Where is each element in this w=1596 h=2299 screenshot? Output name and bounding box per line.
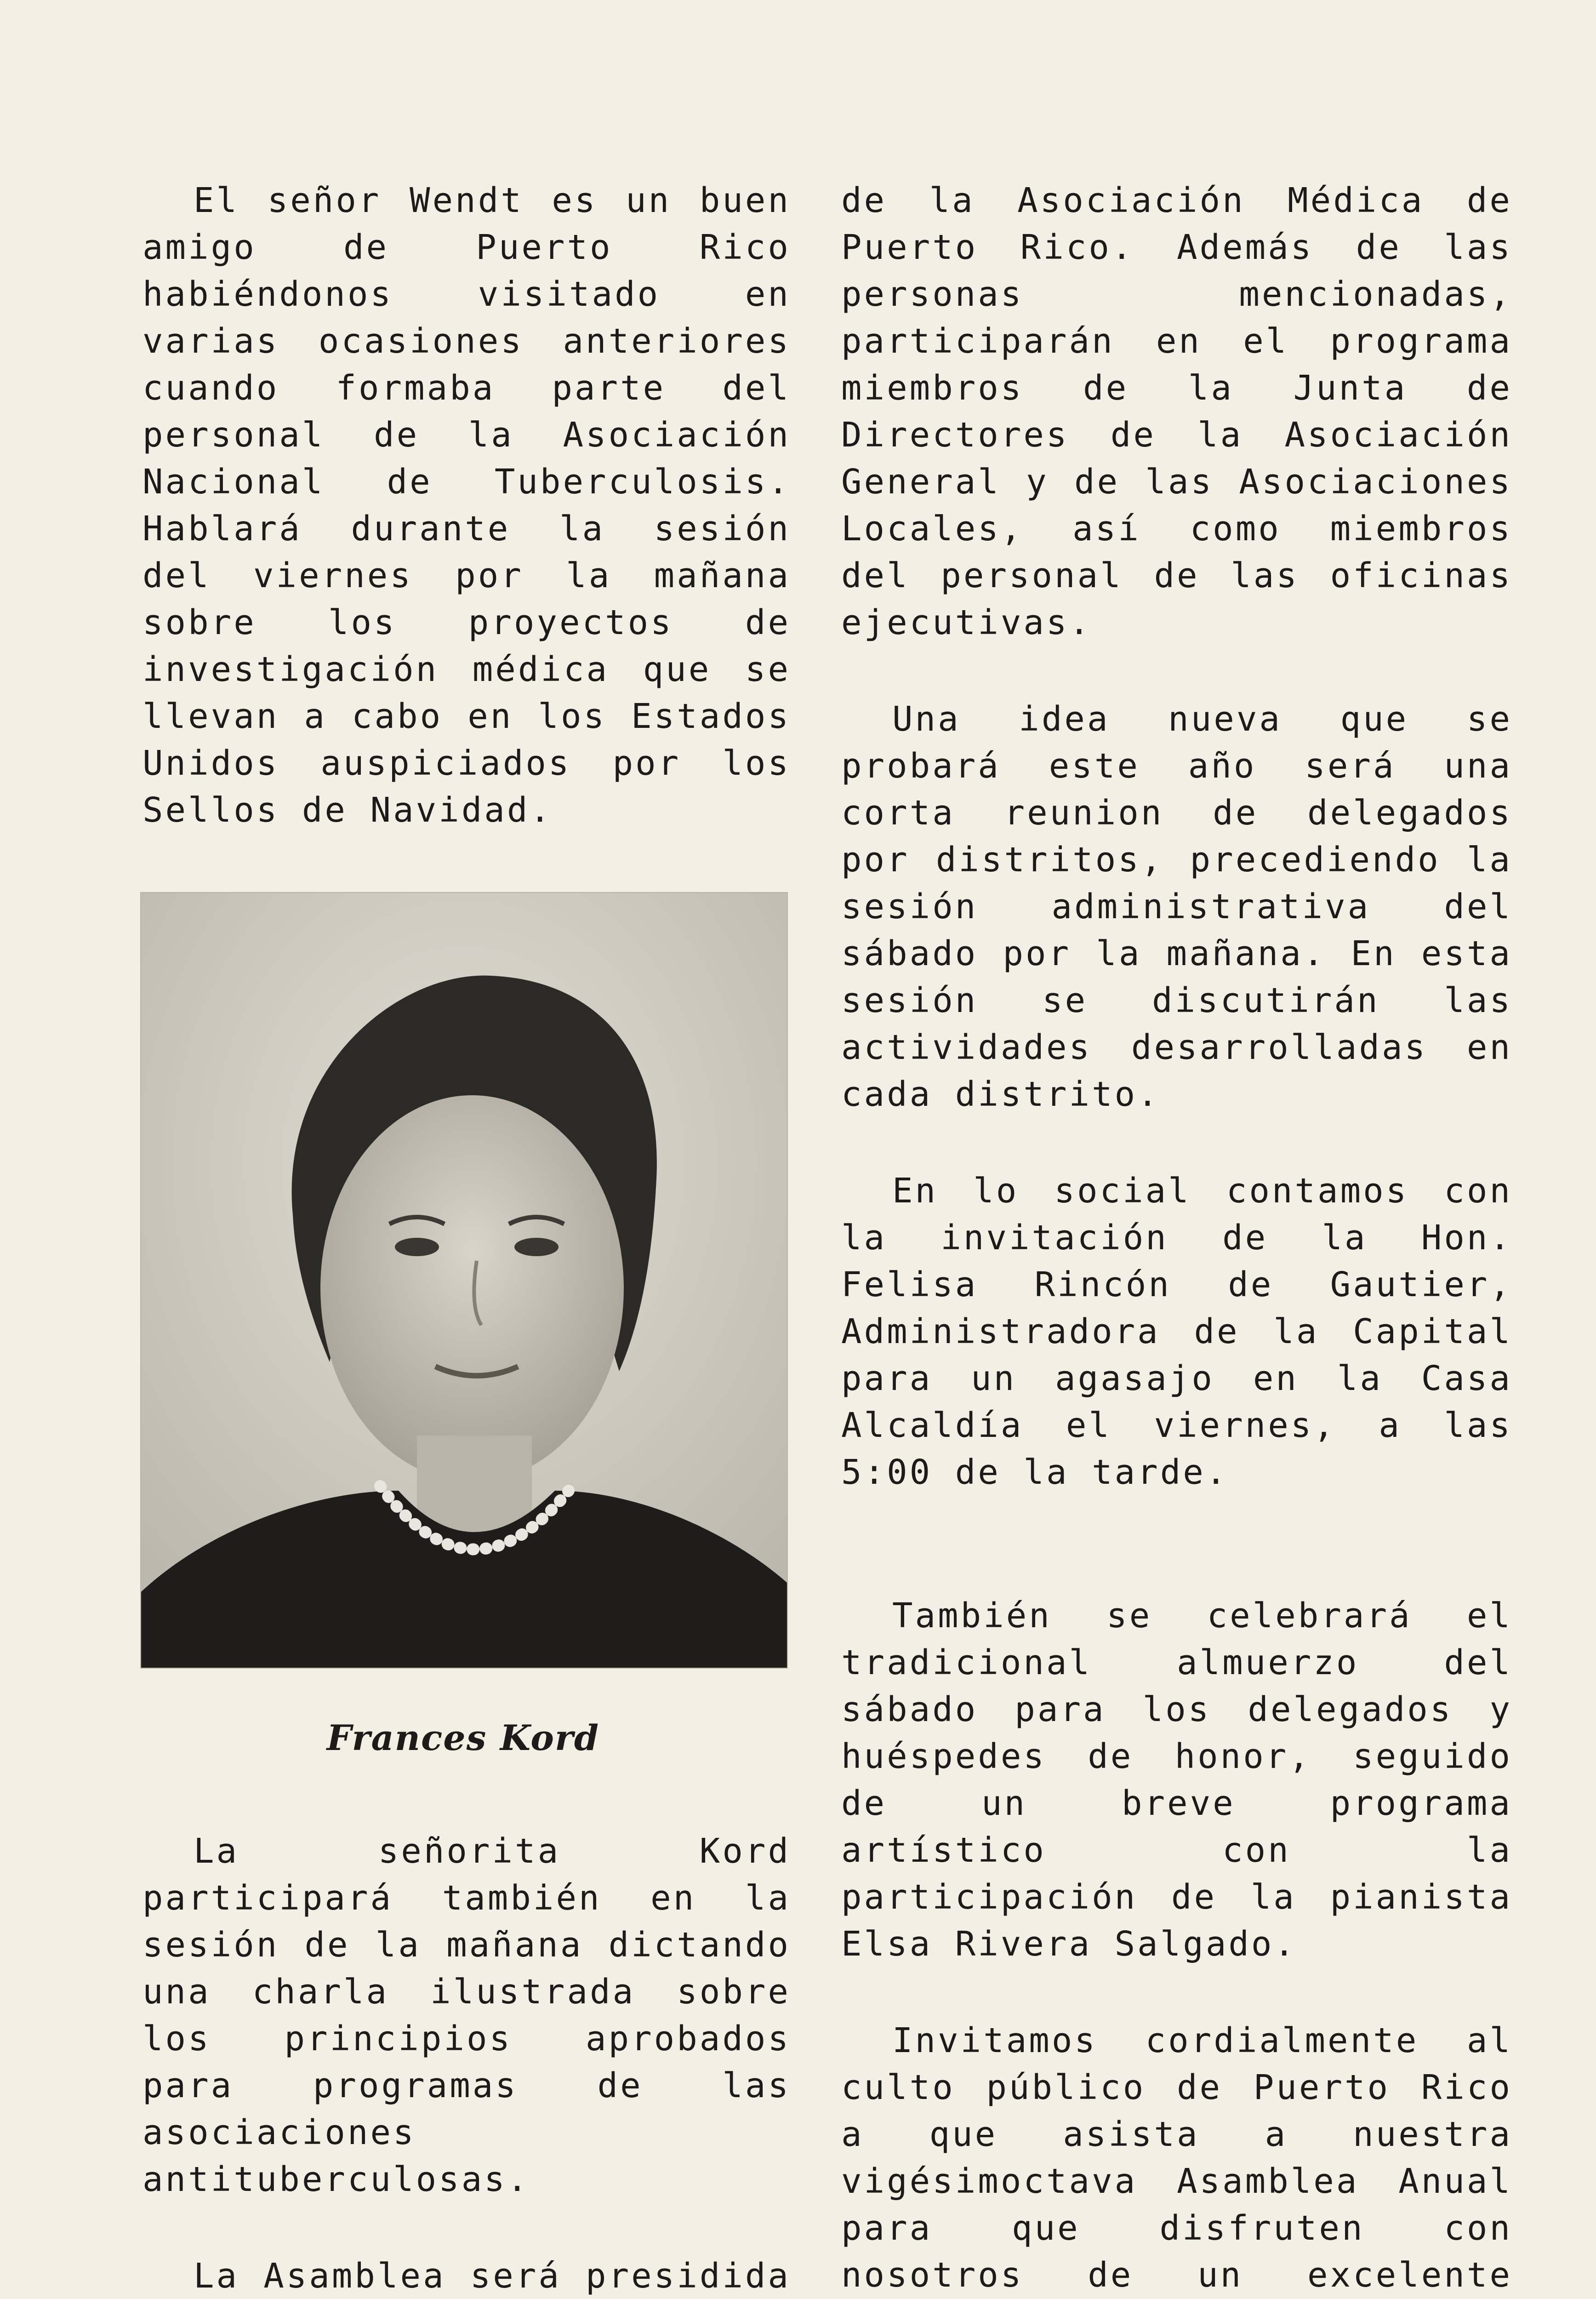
portrait-image: [141, 893, 787, 1668]
left-column-top: [142, 177, 791, 834]
paragraph-social: En lo social contamos con la invitación de la Hon. Felisa Rincón de Gautier, Administradora de la Capital para un agasajo en la Casa Alcaldía el viernes, a las 5:00 de la tarde.: [841, 1171, 1512, 1492]
left-column-bottom: [142, 1828, 791, 2299]
paragraph-wendt: El señor Wendt es un buen amigo de Puerto Rico habiéndonos visitado en varias ocasiones anteriores cuando formaba parte del personal de la Asociación Nacional de Tuberculosis. Hablará durante la sesión del viernes por la mañana sobre los proyectos de investigación médica que se llevan a cabo en los Estados Unidos auspiciados por los Sellos de Navidad.: [142, 181, 791, 830]
photo-caption: Frances Kord: [326, 1717, 600, 1758]
paragraph-idea-nueva: Una idea nueva que se probará este año será una corta reunion de delegados por distritos, precediendo la sesión administrativa del sábado por la mañana. En esta sesión se discutirán las actividades desarrolladas en cada distrito.: [841, 699, 1512, 1114]
portrait-photo: [140, 892, 788, 1669]
right-column: [841, 177, 1512, 2299]
paragraph-asamblea: La Asamblea será presidida: [194, 2256, 791, 2296]
paragraph-kord: La señorita Kord participará también en la sesión de la mañana dictando una charla ilustrada sobre los principios aprobados para programas de las asociaciones antituberculosas.: [142, 1831, 791, 2199]
paragraph-invitacion: Invitamos cordialmente al culto público de Puerto Rico a que asista a nuestra vigésimoctava Asamblea Anual para que disfruten con nosotros de un excelente: [841, 2021, 1512, 2295]
paragraph-asociacion-medica: de la Asociación Médica de Puerto Rico. Además de las personas mencionadas, participarán en el programa miembros de la Junta de Directores de la Asociación General y de las Asociaciones Locales, así como miembros del personal de las oficinas ejecutivas.: [841, 181, 1512, 642]
paragraph-almuerzo: También se celebrará el tradicional almuerzo del sábado para los delegados y huéspedes de honor, seguido de un breve programa artístico con la participación de la pianista Elsa Rivera Salgado.: [841, 1596, 1512, 1964]
